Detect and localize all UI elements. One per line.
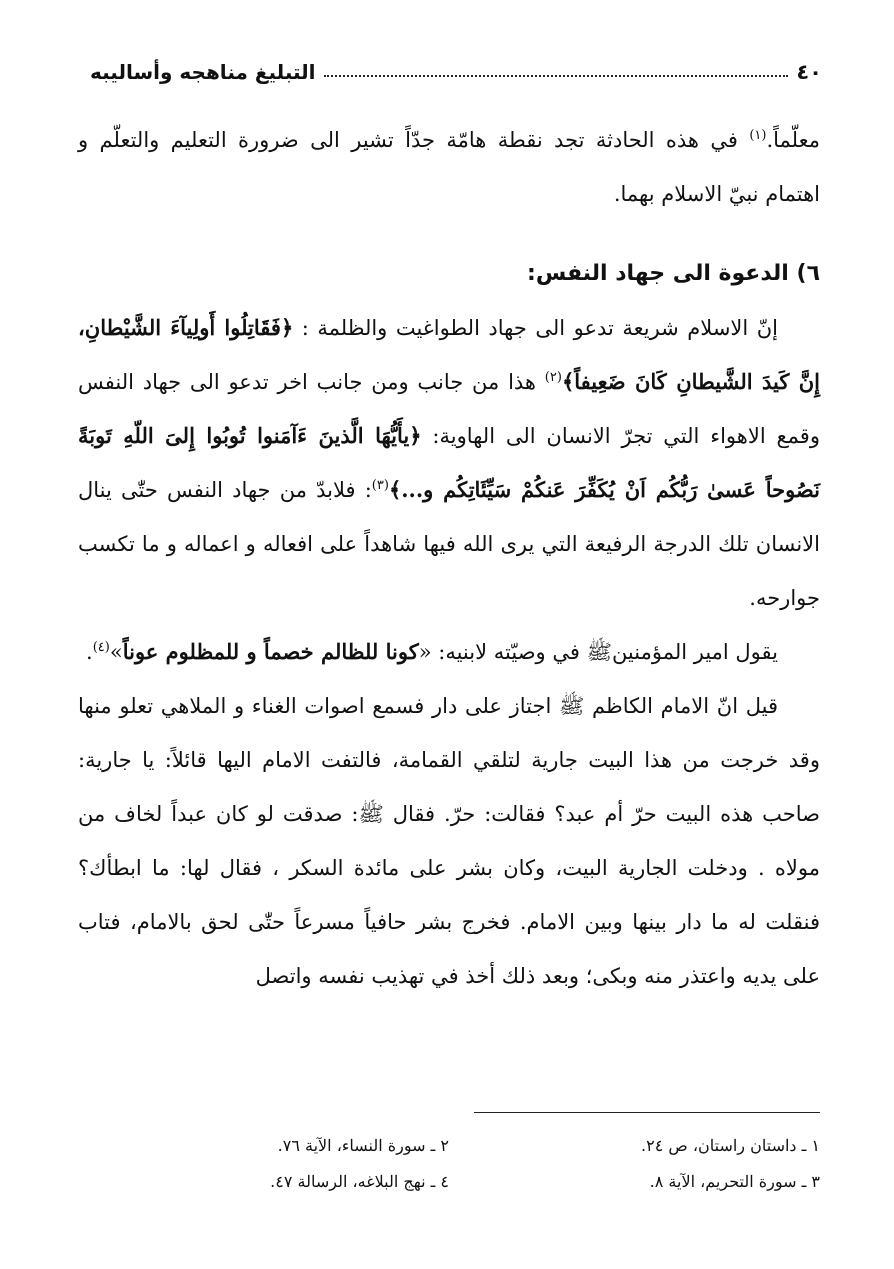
paragraph-3-middle: في وصيّته لابنيه: « — [418, 640, 587, 664]
footnote-ref-1: (١) — [749, 128, 767, 143]
footnote-3: ٣ ـ سورة التحريم، الآية ٨. — [649, 1172, 820, 1191]
quran-verse-2: ﴿يأَيُّهَا الَّذينَ ءَآمَنوا تُوبُوا إِلىَ اللّهِ تَوبَةً نَصُوحاً عَسىٰ رَبُّكُم اَنْ يُكَفِّرَ عَنكُمْ سَيِّئَاتِكُم و...﴾ — [78, 423, 820, 502]
paragraph-3-intro: يقول امير المؤمنين — [611, 640, 778, 664]
footnote-4: ٤ ـ نهج البلاغه، الرسالة ٤٧. — [270, 1172, 449, 1191]
paragraph-1-text: معلّماً. — [766, 128, 820, 152]
paragraph-2-end: : فلابدّ من جهاد النفس حتّٰى ينال الانسان تلك الدرجة الرفيعة التي يرى الله فيها شاهداً على افعاله و اعماله و ما تكسب جوارحه. — [78, 478, 820, 610]
header-dotted-leader — [324, 75, 789, 77]
paragraph-2-middle: هذا من جانب ومن جانب اخر تدعو الى جهاد النفس وقمع الاهواء التي تجرّ الانسان الى الهاوية: — [78, 370, 820, 448]
quran-verse-1: ﴿فَقَاتِلُوا أَولِيآءَ الشَّيْطانِ، إِنَّ كَيدَ الشَّيطانِ كَانَ ضَعِيفاً﴾ — [78, 315, 821, 394]
section-heading: ٦) الدعوة الى جهاد النفس: — [527, 261, 820, 286]
paragraph-4: قيل انّ الامام الكاظم ﷺ اجتاز على دار فسمع اصوات الغناء و الملاهي تعلو منها وقد خرجت من هذا البيت جارية لتلقي القمامة، فالتفت الامام اليها قائلاً: يا جارية: صاحب هذه البيت حرّ أم عبد؟ فقالت: حرّ. فقال ﷺ: صدقت لو كان عبداً لخاف من مولاه . ودخلت الجارية البيت، وكان بشر على مائدة السكر ، فقال لها: ما ابطأك؟ فنقلت له ما دار بينها وبين الامام. فخرج بشر حافياً مسرعاً حتّٰى لحق بالامام، فتاب على يديه واعتذر منه وبكى؛ وبعد ذلك أخذ في تهذيب نفسه واتصل — [78, 694, 820, 988]
footnote-ref-3: (٣) — [371, 478, 389, 493]
footnote-ref-4: (٤) — [92, 640, 110, 655]
paragraph-2-intro: إنّ الاسلام شريعة تدعو الى جهاد الطواغيت والظلمة : — [293, 316, 778, 340]
paragraph-3-end: . — [86, 640, 93, 664]
page-number: ٤٠ — [796, 60, 822, 84]
paragraph-1 — [78, 113, 820, 221]
body-text — [78, 113, 820, 1003]
running-title: التبليغ مناهجه وأساليبه — [90, 60, 316, 84]
paragraph-2 — [78, 301, 820, 625]
footnote-1: ١ ـ داستان راستان، ص ٢٤. — [641, 1136, 820, 1155]
hadith-quote: كونا للظالم خصماً و للمظلوم عوناً — [122, 639, 419, 664]
footnote-ref-2: (٢) — [544, 370, 562, 385]
quote-close-mark: » — [109, 640, 123, 664]
footnote-2: ٢ ـ سورة النساء، الآية ٧٦. — [277, 1136, 449, 1155]
footnotes — [78, 1133, 820, 1195]
salutation-glyph: ﷺ — [586, 640, 612, 664]
paragraph-1-rest: في هذه الحادثة تجد نقطة هامّة جدّاً تشير الى ضرورة التعليم والتعلّم و اهتمام نبيّ الاسلام بهما. — [78, 128, 820, 206]
running-header — [90, 52, 822, 92]
paragraph-3 — [78, 625, 820, 679]
footnote-separator — [474, 1112, 820, 1113]
